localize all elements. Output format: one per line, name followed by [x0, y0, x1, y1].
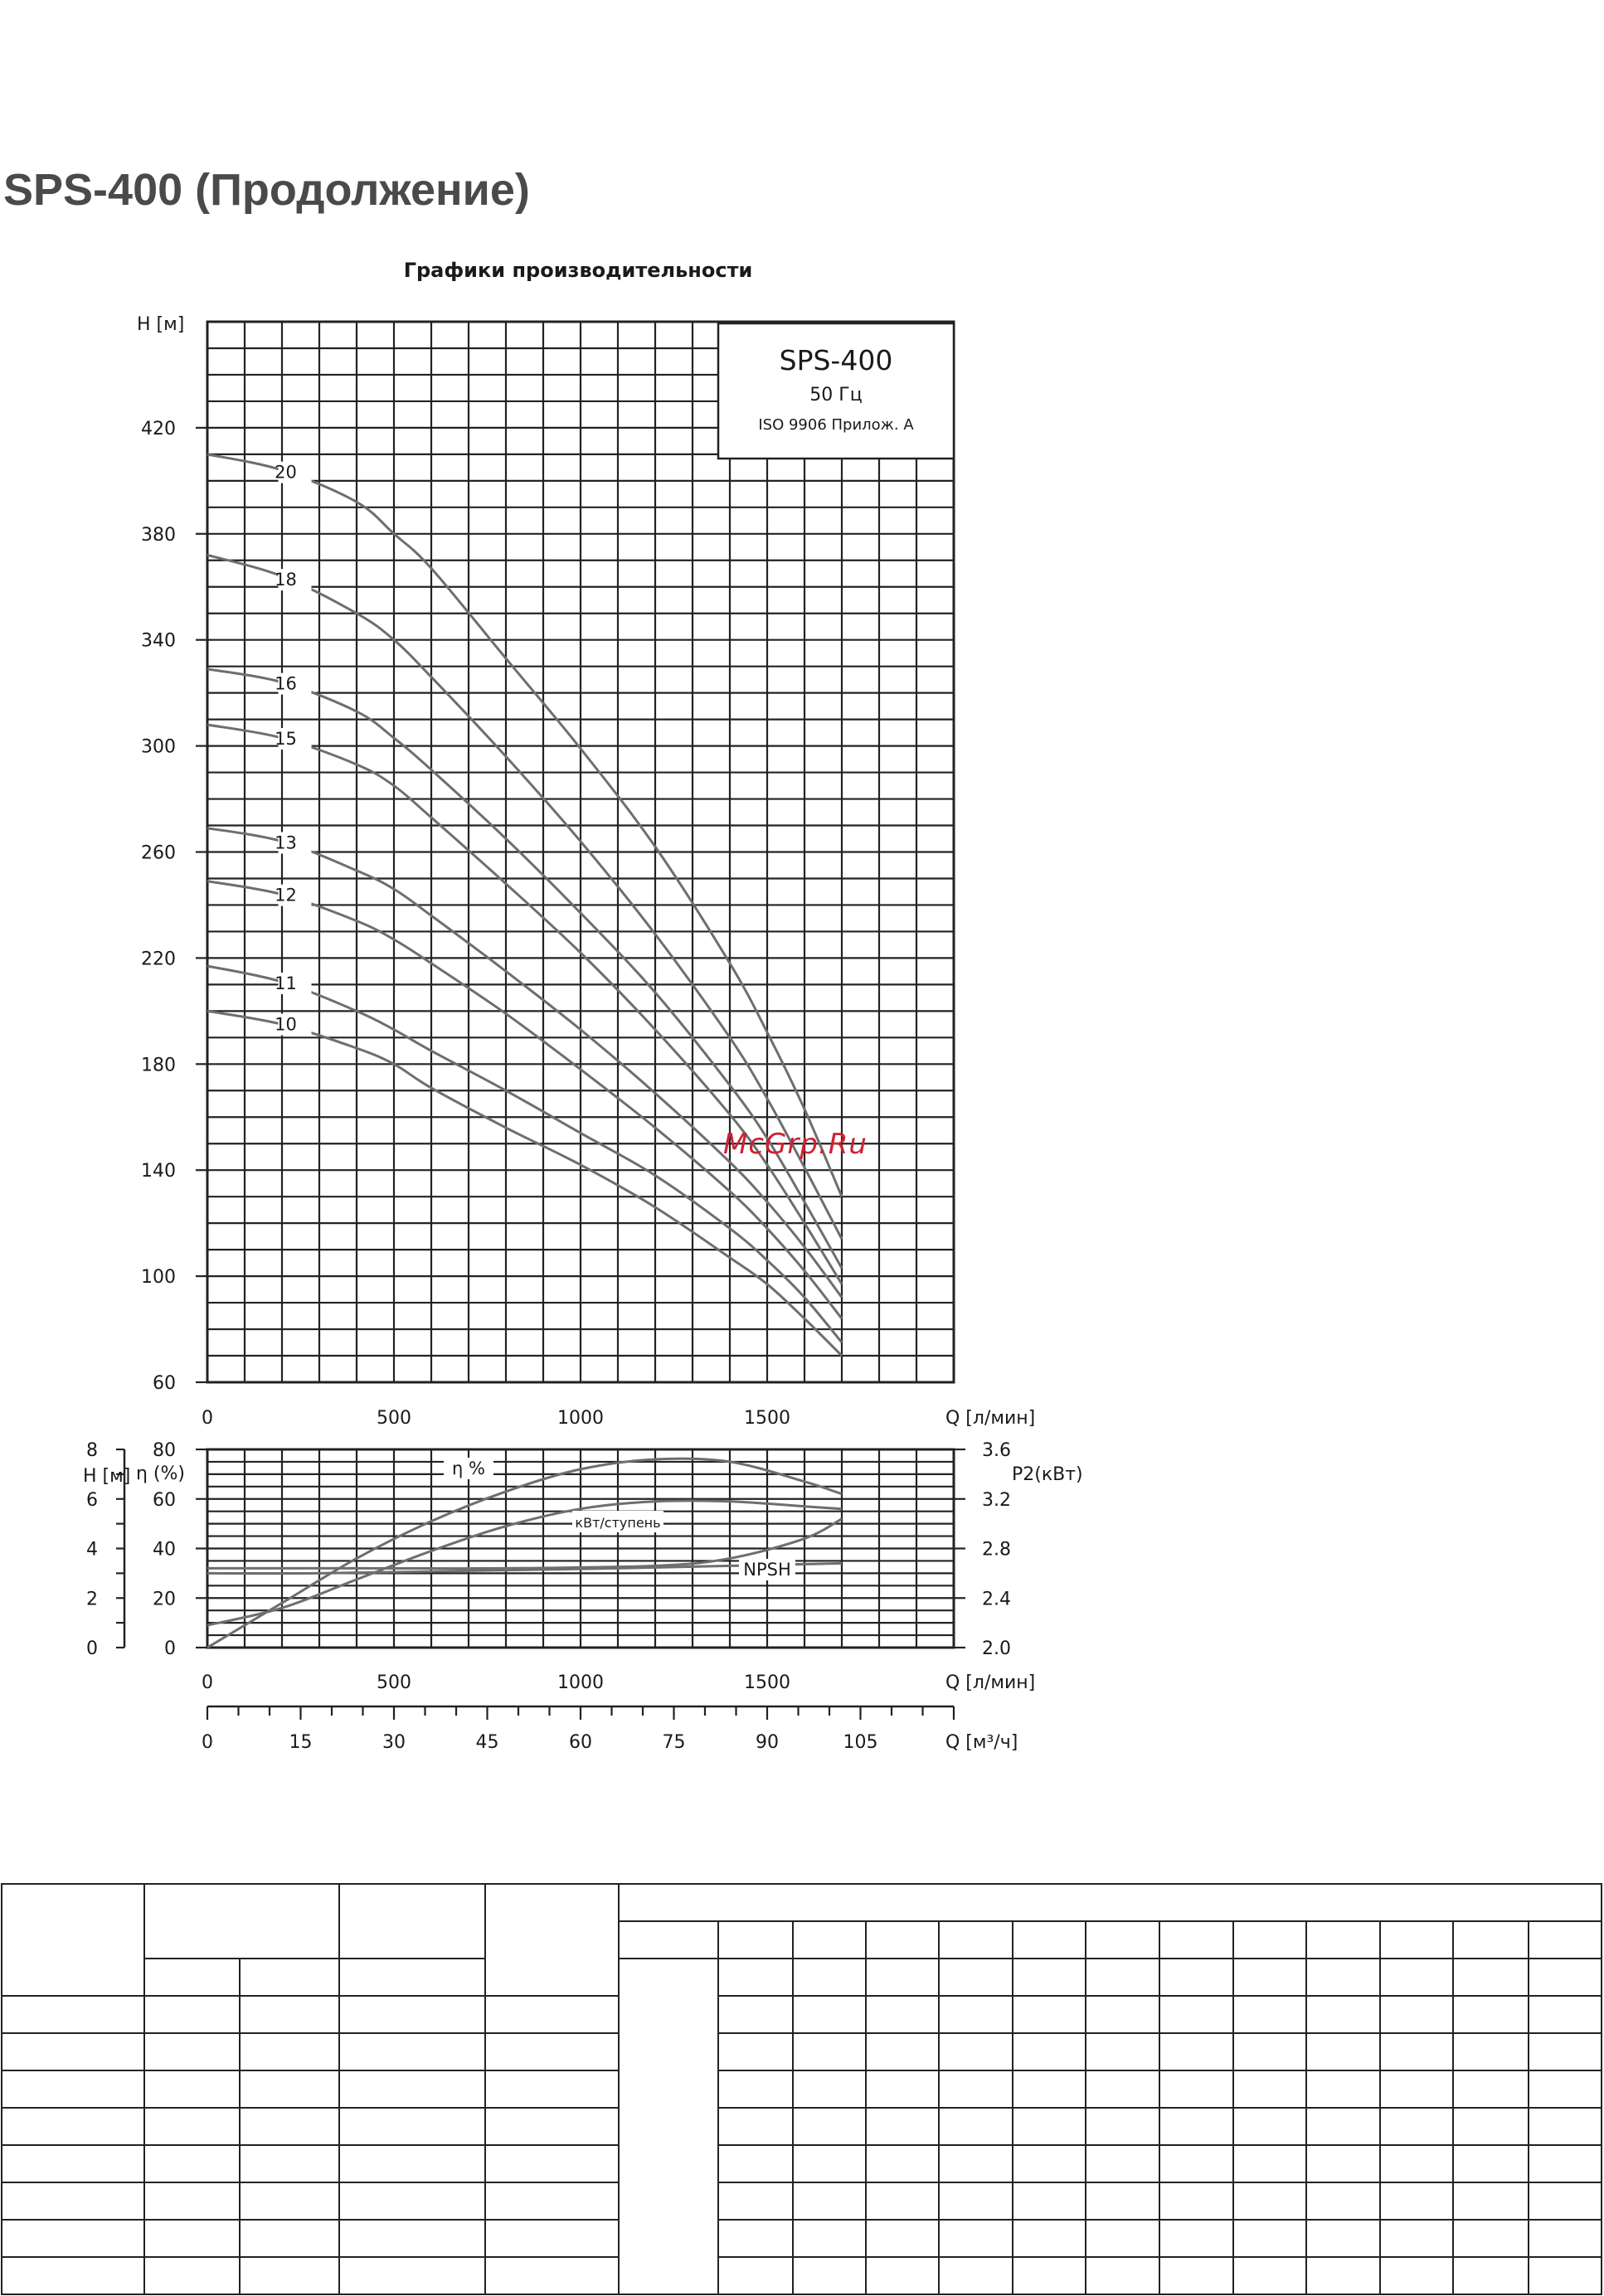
eta-tick-label: 0	[164, 1638, 176, 1659]
m3-tick-label: 15	[289, 1732, 313, 1753]
x-axis-label: Q [л/мин]	[945, 1408, 1036, 1429]
chart-labels	[83, 259, 1083, 1753]
h-axis-label: H [м]	[83, 1466, 131, 1487]
legend-standard: ISO 9906 Прилож. А	[758, 416, 914, 434]
y-tick-label: 300	[141, 736, 176, 758]
y-tick-label: 380	[141, 524, 176, 546]
y-tick-label: 420	[141, 418, 176, 439]
chart-title: Графики производительности	[403, 259, 753, 282]
eta-axis-label: η (%)	[136, 1464, 186, 1484]
x-axis-label: Q [л/мин]	[945, 1672, 1036, 1693]
h-tick-label: 4	[86, 1539, 98, 1561]
head-curve-15	[207, 725, 842, 1284]
x-tick-label: 500	[377, 1672, 411, 1693]
y-tick-label: 220	[141, 949, 176, 970]
x-tick-label: 1000	[557, 1408, 604, 1429]
eta-tick-label: 60	[153, 1489, 176, 1511]
x-tick-label: 0	[202, 1408, 213, 1429]
curve-label: 11	[275, 973, 297, 993]
y-axis-label: H [м]	[137, 314, 185, 335]
m3-tick-label: 30	[382, 1732, 406, 1753]
h-tick-label: 0	[86, 1638, 98, 1659]
m3-tick-label: 105	[843, 1732, 878, 1753]
x-tick-label: 1000	[557, 1672, 604, 1693]
h-tick-label: 6	[86, 1489, 98, 1511]
data-table	[0, 1882, 1604, 2296]
curve-label: 16	[275, 673, 297, 694]
m3-tick-label: 90	[756, 1732, 779, 1753]
table-frame	[2, 1884, 1602, 2294]
x-tick-label: 500	[377, 1408, 411, 1429]
curve-label: 15	[275, 729, 297, 750]
curve-label: 12	[275, 885, 297, 905]
y-tick-label: 180	[141, 1055, 176, 1076]
y-tick-label: 340	[141, 630, 176, 652]
x-tick-label: 0	[202, 1672, 213, 1693]
m3-tick-label: 45	[475, 1732, 499, 1753]
x-tick-label: 1500	[744, 1672, 790, 1693]
h-tick-label: 2	[86, 1589, 98, 1610]
h-tick-label: 8	[86, 1440, 98, 1461]
curve-label: 20	[275, 462, 297, 483]
curve-label: 18	[275, 570, 297, 590]
m3-tick-label: 60	[569, 1732, 592, 1753]
legend-model: SPS-400	[779, 344, 893, 376]
p2-tick-label: 2.8	[982, 1539, 1011, 1561]
eta-tick-label: 20	[153, 1589, 176, 1610]
legend-frequency: 50 Гц	[809, 385, 863, 405]
efficiency-chart-grid	[116, 1449, 965, 1720]
p2-axis-label: P2(кВт)	[1012, 1464, 1083, 1485]
x-tick-label: 1500	[744, 1408, 790, 1429]
p2-tick-label: 2.0	[982, 1638, 1011, 1659]
p2-tick-label: 3.2	[982, 1489, 1011, 1511]
series-label: NPSH	[743, 1560, 791, 1580]
curve-label: 10	[275, 1014, 297, 1035]
page-title: SPS-400 (Продолжение)	[3, 165, 530, 215]
series-label: кВт/ступень	[575, 1515, 661, 1531]
y-tick-label: 60	[153, 1373, 176, 1394]
curve-label: 13	[275, 832, 297, 853]
series-label: η %	[452, 1459, 485, 1478]
m3-axis-label: Q [м³/ч]	[945, 1732, 1018, 1753]
eta-tick-label: 40	[153, 1539, 176, 1561]
m3-tick-label: 75	[662, 1732, 686, 1753]
p2-tick-label: 2.4	[982, 1589, 1011, 1610]
eta-tick-label: 80	[153, 1440, 176, 1461]
watermark: McGrp.Ru	[723, 1128, 868, 1161]
y-tick-label: 100	[141, 1267, 176, 1289]
p2-tick-label: 3.6	[982, 1440, 1011, 1461]
m3-tick-label: 0	[202, 1732, 213, 1753]
y-tick-label: 260	[141, 842, 176, 864]
y-tick-label: 140	[141, 1161, 176, 1182]
